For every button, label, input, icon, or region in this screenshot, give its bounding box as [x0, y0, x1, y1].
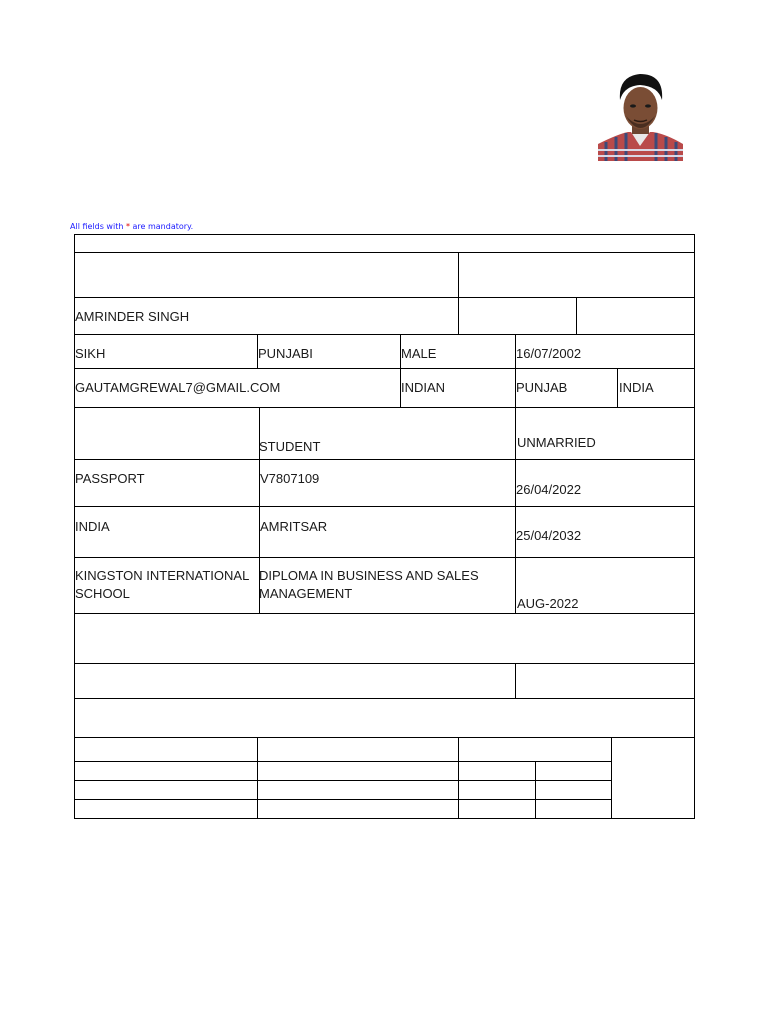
document-type-value: PASSPORT [75, 471, 145, 486]
row-line [74, 698, 695, 699]
applicant-photo [598, 70, 683, 161]
col-line [257, 737, 258, 819]
occupation-value: STUDENT [259, 439, 321, 454]
note-suffix: are mandatory. [129, 222, 194, 231]
email-value: GAUTAMGREWAL7@GMAIL.COM [75, 380, 281, 395]
row-line [74, 368, 695, 369]
col-line [611, 737, 612, 819]
row-line [74, 761, 612, 762]
col-line [458, 737, 459, 819]
row-line [74, 737, 695, 738]
country-value: INDIA [619, 380, 654, 395]
application-form-table [74, 234, 695, 819]
col-line [535, 761, 536, 819]
nationality-value: INDIAN [401, 380, 446, 395]
row-line [74, 407, 695, 408]
form-border-bottom [74, 818, 695, 819]
note-prefix: All fields with [70, 222, 126, 231]
passport-number-value: V7807109 [260, 471, 320, 486]
row-line [74, 334, 695, 335]
expiry-date-value: 25/04/2032 [516, 528, 582, 543]
row-line [74, 459, 695, 460]
issue-place-value: AMRITSAR [260, 519, 328, 534]
course-value: DIPLOMA IN BUSINESS AND SALES MANAGEMENT [259, 568, 479, 601]
issue-date-value: 26/04/2022 [516, 482, 582, 497]
religion-value: SIKH [75, 346, 106, 361]
language-value: PUNJABI [258, 346, 313, 361]
row-line [74, 506, 695, 507]
col-line [515, 663, 516, 698]
mandatory-fields-note [70, 222, 193, 231]
note-star: * [125, 222, 130, 231]
form-border-top [74, 234, 695, 235]
applicant-name: AMRINDER SINGH [75, 309, 190, 324]
intake-value: AUG-2022 [517, 596, 579, 611]
institution-value: KINGSTON INTERNATIONAL SCHOOL [75, 568, 249, 601]
row-line [74, 613, 695, 614]
row-line [74, 297, 695, 298]
col-line [617, 368, 618, 407]
col-line [458, 252, 459, 335]
row-line [74, 799, 612, 800]
row-line [74, 780, 612, 781]
form-border-right [694, 234, 695, 819]
state-value: PUNJAB [516, 380, 568, 395]
row-line [74, 663, 695, 664]
issue-country-value: INDIA [75, 519, 110, 534]
gender-value: MALE [401, 346, 437, 361]
col-line [515, 334, 516, 614]
col-line [576, 297, 577, 335]
row-line [74, 557, 695, 558]
marital-status-value: UNMARRIED [517, 435, 596, 450]
row-line [74, 252, 695, 253]
dob-value: 16/07/2002 [516, 346, 582, 361]
